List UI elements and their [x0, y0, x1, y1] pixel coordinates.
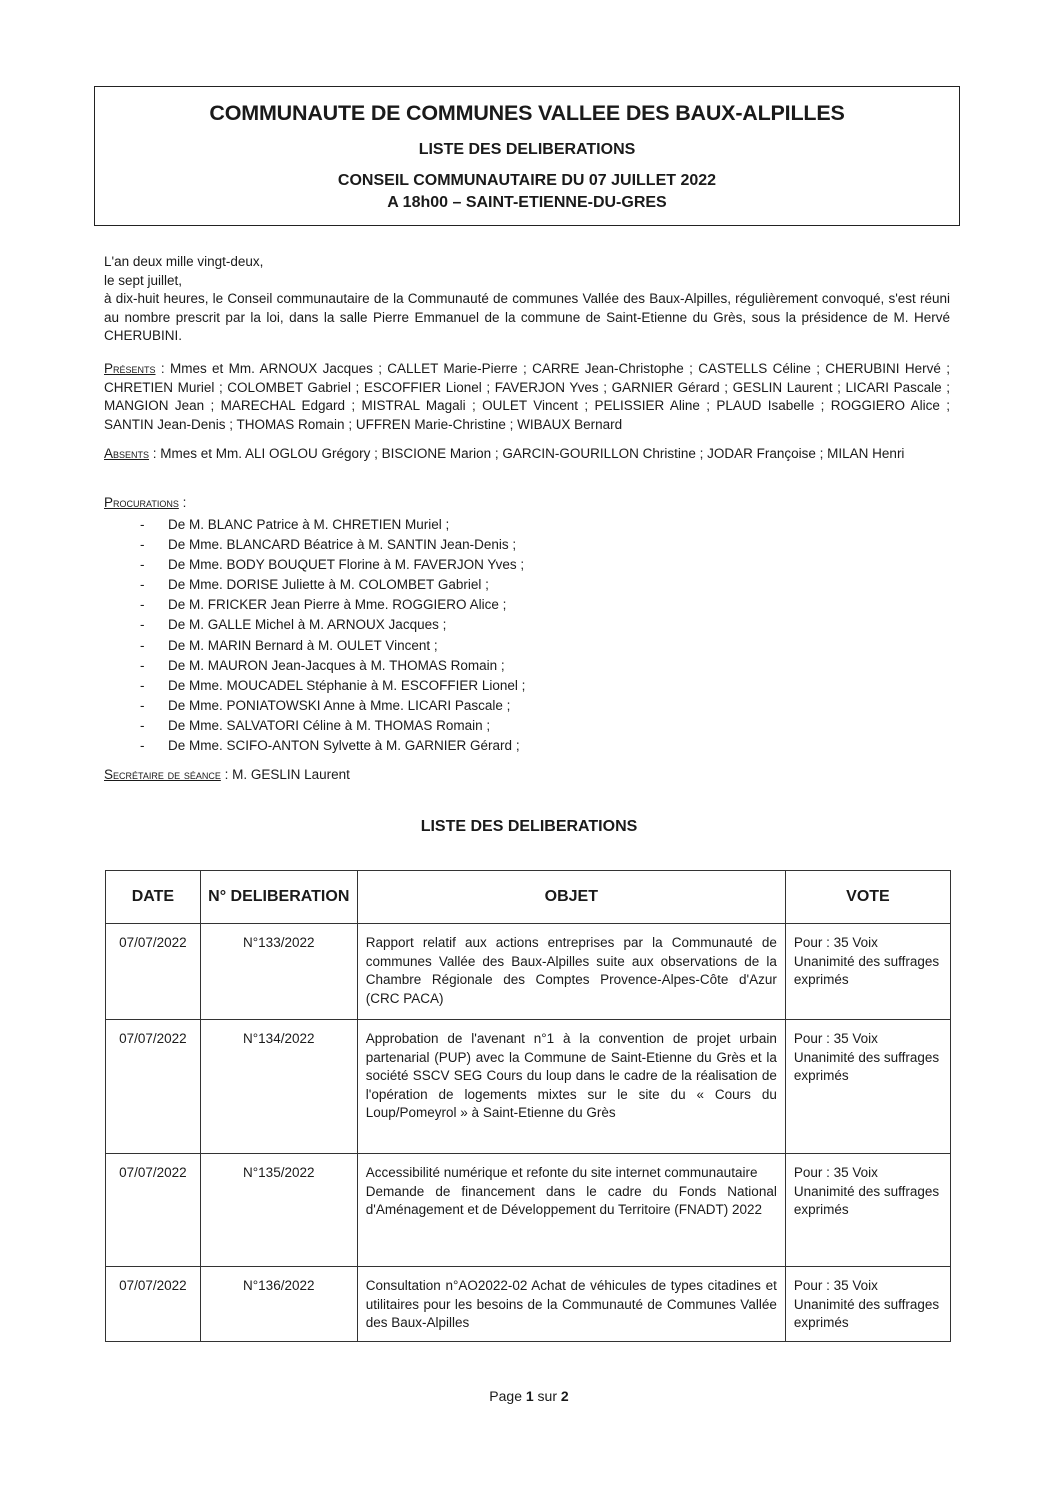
list-item: - De Mme. DORISE Juliette à M. COLOMBET Gabriel ; [140, 577, 489, 593]
council-time-place: A 18h00 – SAINT-ETIENNE-DU-GRES [387, 194, 667, 211]
table-row [106, 924, 951, 1020]
table-row [106, 1154, 951, 1267]
cell-objet [357, 1020, 785, 1154]
procurations-suffix: : [178, 495, 187, 510]
intro-line-year: L'an deux mille vingt-deux, [104, 254, 264, 269]
vote-count: Pour : 35 Voix [793, 1278, 878, 1293]
cell-vote [785, 1020, 950, 1154]
list-item: - De Mme. BLANCARD Béatrice à M. SANTIN Jean-Denis ; [140, 537, 517, 553]
intro-paragraph [104, 253, 950, 346]
objet-text: Rapport relatif aux actions entreprises par la Communauté de communes Vallée des Baux-Alpilles suite aux observations de la Chambre Régionale des Comptes Provence-Alpes-Côte d'Azur (CRC PACA) [365, 935, 777, 1006]
cell-date: 07/07/2022 [106, 1020, 201, 1154]
page-number: 1 [525, 1388, 534, 1404]
cell-objet [357, 924, 785, 1020]
header-objet: OBJET [357, 871, 785, 924]
secretary-label: Secrétaire de séance [104, 767, 221, 782]
list-item: - De M. GALLE Michel à M. ARNOUX Jacques ; [140, 617, 447, 633]
procurations-label: Procurations [104, 495, 179, 510]
presents-text: : Mmes et Mm. ARNOUX Jacques ; CALLET Marie-Pierre ; CARRE Jean-Christophe ; CASTELLS Céline ; CHERUBINI Hervé ; CHRETIEN Muriel ; COLOMBET Gabriel ; ESCOFFIER Lionel ; FAVERJON Yves ; GARNIER Gérard ; GESLIN Laurent ; LICARI Pascale ; MANGION Jean ; MARECHAL Edgard ; MISTRAL Magali ; OULET Vincent ; PELISSIER Aline ; PLAUD Isabelle ; ROGGIERO Alice ; SANTIN Jean-Denis ; THOMAS Romain ; UFFREN Marie-Christine ; WIBAUX Bernard [104, 361, 950, 432]
vote-count: Pour : 35 Voix [793, 935, 878, 950]
procurations-heading [104, 494, 950, 513]
intro-line-body: à dix-huit heures, le Conseil communautaire de la Communauté de communes Vallée des Baux-Alpilles, régulièrement convoqué, s'est réuni au nombre prescrit par la loi, dans la salle Pierre Emmanuel de la commune de Saint-Etienne du Grès, sous la présidence de M. Hervé CHERUBINI. [104, 291, 950, 343]
cell-date: 07/07/2022 [106, 924, 201, 1020]
list-item: - De Mme. SCIFO-ANTON Sylvette à M. GARNIER Gérard ; [140, 738, 520, 754]
cell-vote [785, 1267, 950, 1342]
cell-vote [785, 1154, 950, 1267]
presents-section [104, 360, 950, 434]
procuration-text: De Mme. BODY BOUQUET Florine à M. FAVERJON Yves ; [168, 557, 525, 573]
secretary-text: : M. GESLIN Laurent [220, 767, 350, 782]
objet-text: Accessibilité numérique et refonte du site internet communautaire [365, 1165, 758, 1180]
procuration-text: De Mme. SCIFO-ANTON Sylvette à M. GARNIER Gérard ; [168, 738, 520, 754]
procuration-text: De Mme. BLANCARD Béatrice à M. SANTIN Jean-Denis ; [168, 537, 517, 553]
objet-text: Consultation n°AO2022-02 Achat de véhicules de types citadines et utilitaires pour les besoins de la Communauté de Communes Vallée des Baux-Alpilles [365, 1278, 777, 1330]
objet-text: Demande de financement dans le cadre du Fonds National d'Aménagement et de Développement du Territoire (FNADT) 2022 [365, 1183, 777, 1217]
cell-number: N°133/2022 [200, 924, 357, 1020]
secretary-line [104, 767, 350, 782]
absents-section [104, 445, 950, 464]
footer-middle: sur [533, 1388, 561, 1404]
vote-result: Unanimité des suffrages exprimés [793, 1296, 940, 1330]
procuration-text: De Mme. PONIATOWSKI Anne à Mme. LICARI Pascale ; [168, 697, 511, 713]
procuration-text: De M. GALLE Michel à M. ARNOUX Jacques ; [168, 617, 447, 633]
table-row [106, 1267, 951, 1342]
vote-result: Unanimité des suffrages exprimés [793, 953, 940, 987]
list-item: - De M. FRICKER Jean Pierre à Mme. ROGGIERO Alice ; [140, 597, 507, 613]
cell-objet [357, 1267, 785, 1342]
table-row [106, 1020, 951, 1154]
procuration-text: De M. MARIN Bernard à M. OULET Vincent ; [168, 637, 438, 653]
list-item: - De Mme. PONIATOWSKI Anne à Mme. LICARI Pascale ; [140, 697, 511, 713]
header-date: DATE [106, 871, 201, 924]
cell-date: 07/07/2022 [106, 1267, 201, 1342]
procuration-text: De M. FRICKER Jean Pierre à Mme. ROGGIERO Alice ; [168, 597, 507, 613]
intro-line-day: le sept juillet, [104, 272, 183, 288]
list-item: - De M. BLANC Patrice à M. CHRETIEN Muriel ; [140, 517, 450, 532]
vote-count: Pour : 35 Voix [793, 1165, 878, 1180]
document-title: COMMUNAUTE DE COMMUNES VALLEE DES BAUX-ALPILLES [209, 101, 845, 125]
header-vote: VOTE [785, 871, 950, 924]
cell-date: 07/07/2022 [106, 1154, 201, 1267]
vote-result: Unanimité des suffrages exprimés [793, 1049, 940, 1083]
procuration-text: De M. BLANC Patrice à M. CHRETIEN Muriel ; [168, 517, 450, 532]
deliberations-list-title: LISTE DES DELIBERATIONS [420, 818, 638, 835]
document-subtitle: LISTE DES DELIBERATIONS [418, 141, 636, 158]
cell-number: N°135/2022 [200, 1154, 357, 1267]
vote-result: Unanimité des suffrages exprimés [793, 1183, 940, 1217]
page-total: 2 [560, 1388, 569, 1404]
cell-number: N°134/2022 [200, 1020, 357, 1154]
absents-text: : Mmes et Mm. ALI OGLOU Grégory ; BISCIONE Marion ; GARCIN-GOURILLON Christine ; JODAR Françoise ; MILAN Henri [149, 446, 905, 461]
procuration-text: De M. MAURON Jean-Jacques à M. THOMAS Romain ; [168, 657, 505, 673]
cell-number: N°136/2022 [200, 1267, 357, 1342]
procuration-text: De Mme. DORISE Juliette à M. COLOMBET Gabriel ; [168, 577, 489, 593]
page-footer [0, 1388, 1058, 1404]
procuration-text: De Mme. MOUCADEL Stéphanie à M. ESCOFFIER Lionel ; [168, 677, 526, 693]
header-number: N° DELIBERATION [200, 871, 357, 924]
vote-count: Pour : 35 Voix [793, 1031, 878, 1046]
list-item: - De M. MAURON Jean-Jacques à M. THOMAS Romain ; [140, 657, 505, 673]
header-box [94, 86, 960, 226]
deliberations-table [105, 870, 951, 1342]
table-header-row [106, 871, 951, 924]
council-date: CONSEIL COMMUNAUTAIRE DU 07 JUILLET 2022 [337, 172, 717, 189]
cell-vote [785, 924, 950, 1020]
cell-objet [357, 1154, 785, 1267]
list-item: - De Mme. SALVATORI Céline à M. THOMAS Romain ; [140, 717, 491, 733]
list-item: - De Mme. MOUCADEL Stéphanie à M. ESCOFFIER Lionel ; [140, 677, 526, 693]
absents-label: Absents [104, 446, 150, 461]
procurations-list [104, 515, 950, 756]
procuration-text: De Mme. SALVATORI Céline à M. THOMAS Romain ; [168, 717, 491, 733]
presents-label: Présents [104, 361, 156, 376]
list-item: - De M. MARIN Bernard à M. OULET Vincent ; [140, 637, 438, 653]
objet-text: Approbation de l'avenant n°1 à la convention de projet urbain partenarial (PUP) avec la Commune de Saint-Etienne du Grès et la société SSCV SEG Cours du loup dans le cadre de la réalisation de l'opération de logements mixtes sur le site du « Cours du Loup/Pomeyrol » à Saint-Etienne du Grès [365, 1031, 777, 1120]
footer-prefix: Page [489, 1388, 526, 1404]
list-item: - De Mme. BODY BOUQUET Florine à M. FAVERJON Yves ; [140, 557, 525, 573]
